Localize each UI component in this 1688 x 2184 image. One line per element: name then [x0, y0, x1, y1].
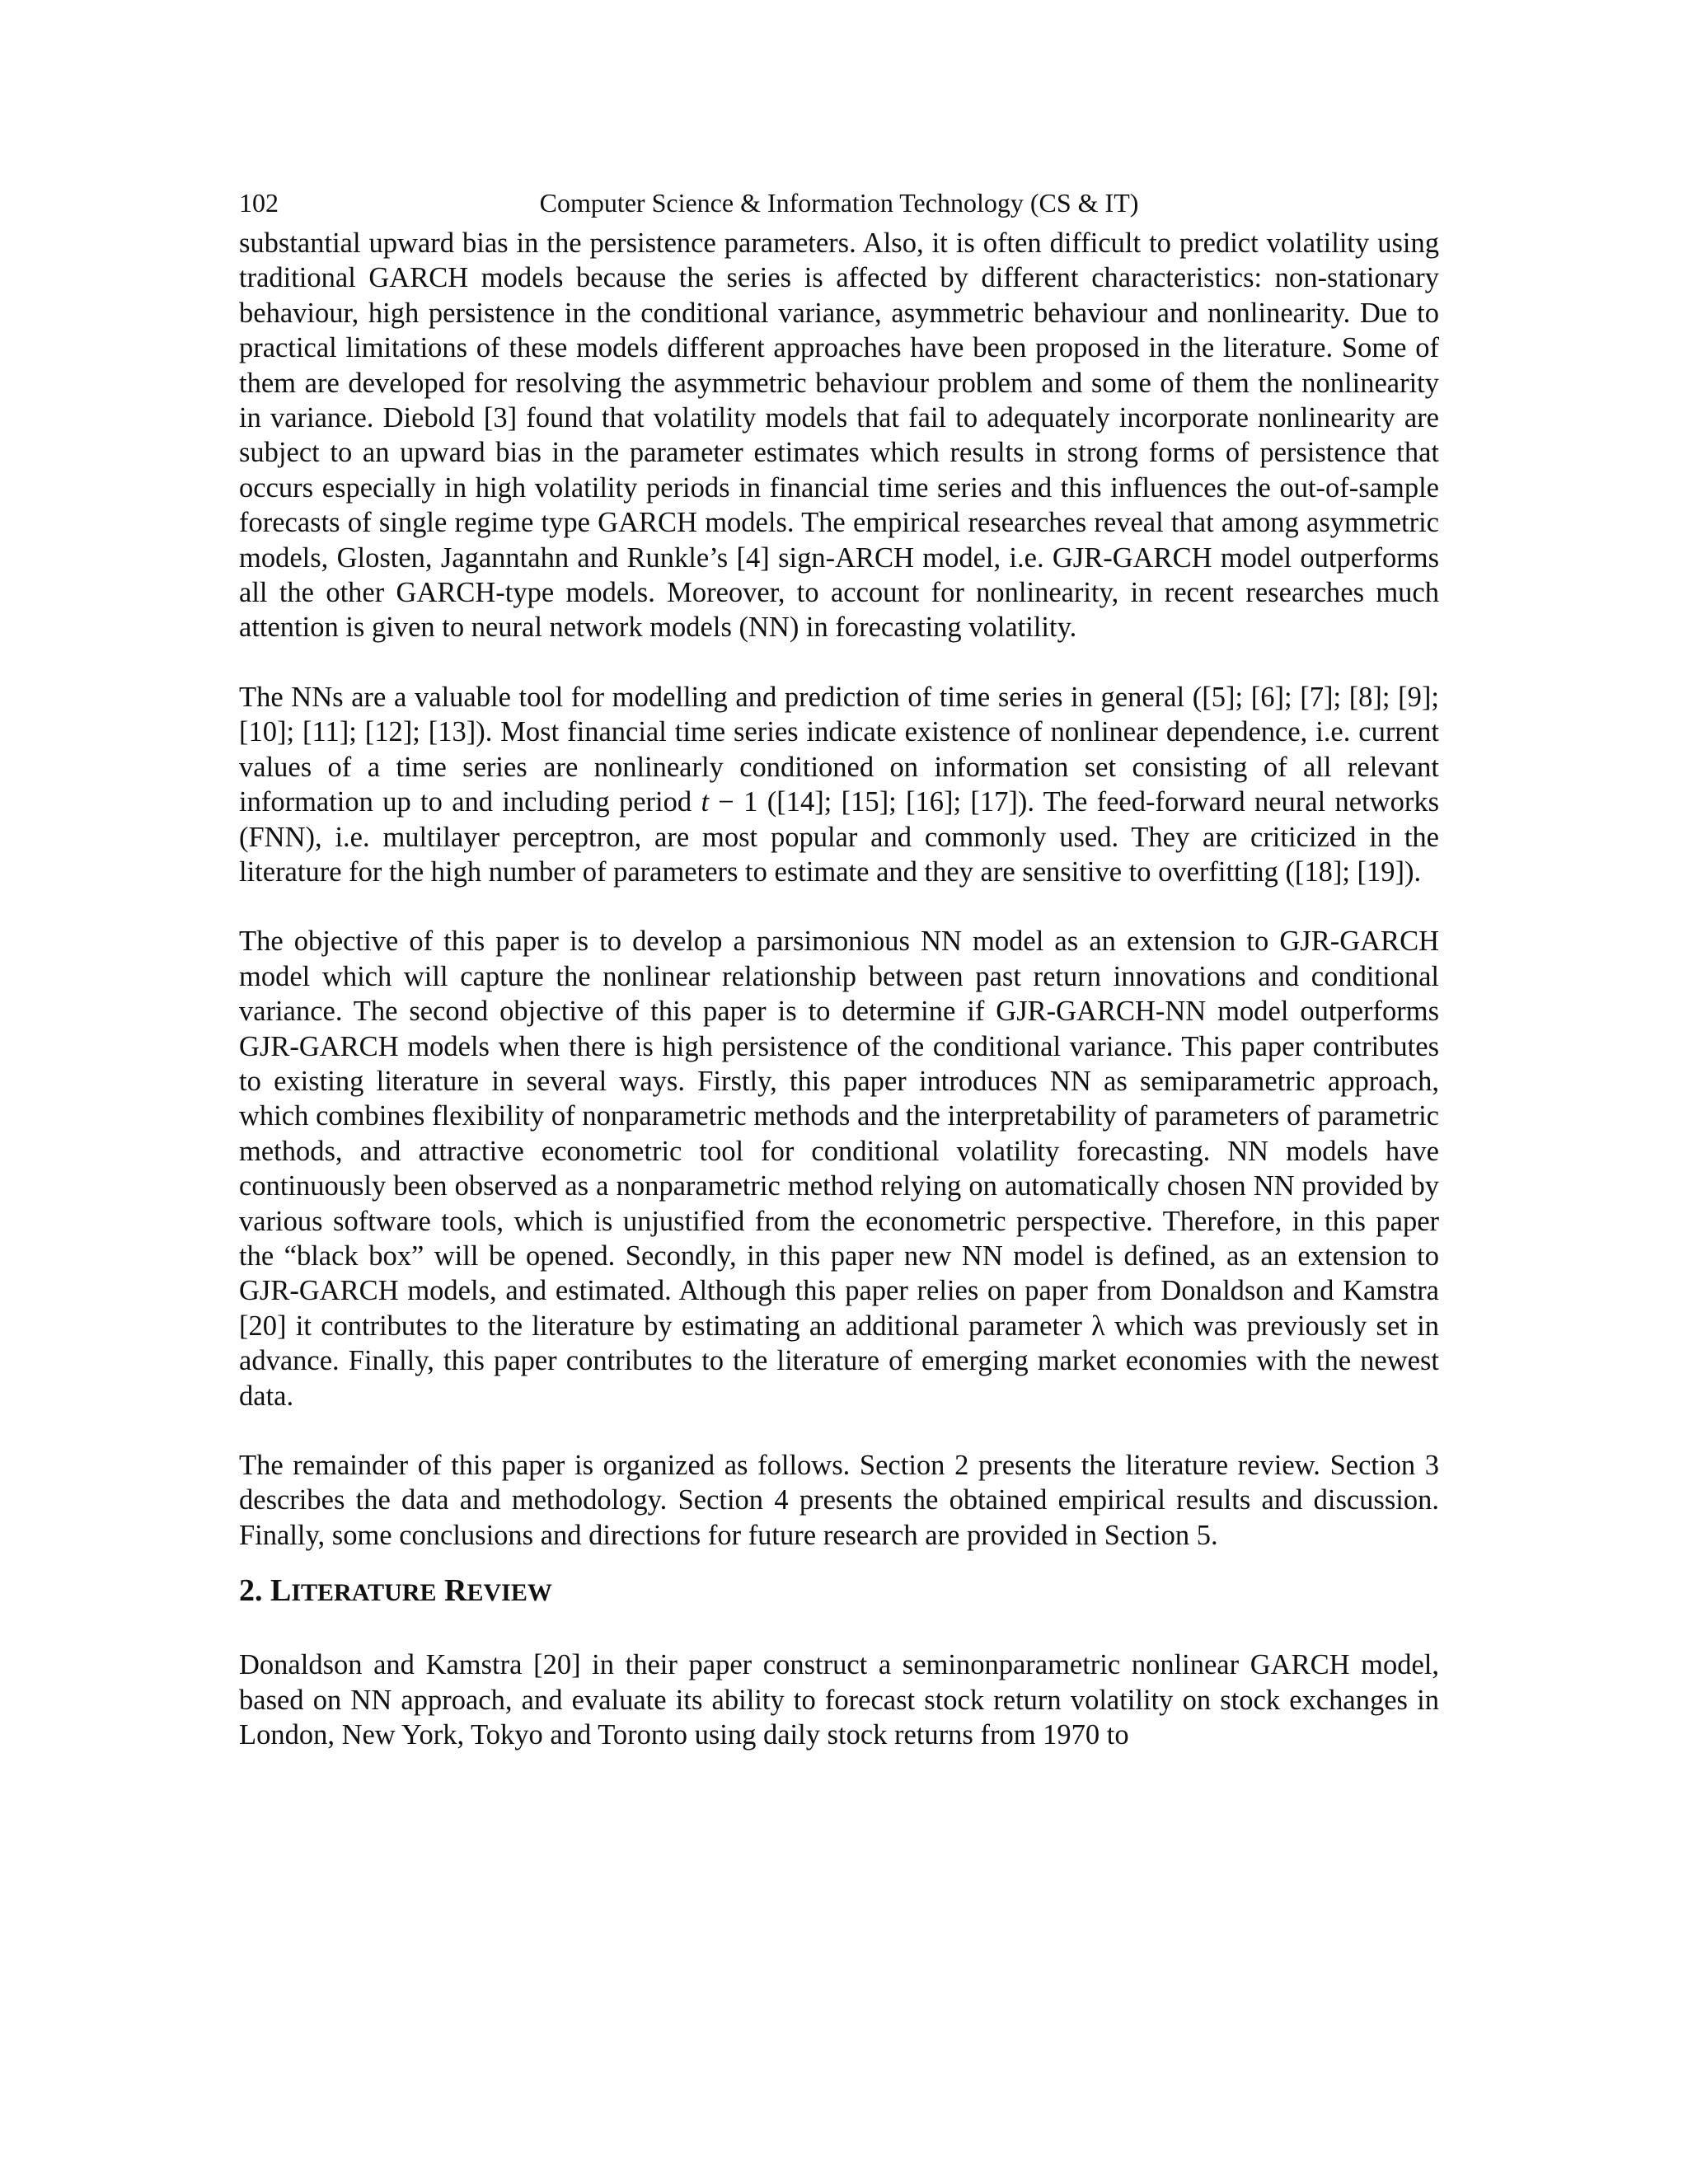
page-number: 102: [239, 188, 279, 218]
paragraph-volatility-models: substantial upward bias in the persistence parameters. Also, it is often difficult to predict volatility using traditional GARCH models because the series is affected by different characteristics: non-stationary behaviour, high persistence in the conditional variance, asymmetric behaviour and nonlinearity. Due to practical limitations of these models different approaches have been proposed in the literature. Some of them are developed for resolving the asymmetric behaviour problem and some of them the nonlinearity in variance. Diebold [3] found that volatility models that fail to adequately incorporate nonlinearity are subject to an upward bias in the parameter estimates which results in strong forms of persistence that occurs especially in high volatility periods in financial time series and this influences the out-of-sample forecasts of single regime type GARCH models. The empirical researches reveal that among asymmetric models, Glosten, Jaganntahn and Runkle’s [4] sign-ARCH model, i.e. GJR-GARCH model outperforms all the other GARCH-type models. Moreover, to account for nonlinearity, in recent researches much attention is given to neural network models (NN) in forecasting volatility.: [239, 227, 1439, 644]
heading-smallcaps: ITERATURE: [291, 1579, 437, 1607]
heading-space: [437, 1573, 445, 1608]
page-body: [239, 180, 1439, 1752]
section-heading-literature-review: [239, 1572, 1439, 1611]
running-header: [239, 180, 1439, 226]
journal-title: Computer Science & Information Technology (CS & IT): [539, 188, 1139, 218]
heading-initial: L: [270, 1573, 292, 1609]
paragraph-neural-networks: [239, 680, 1439, 889]
paragraph-objective: The objective of this paper is to develop a parsimonious NN model as an extension to GJR-GARCH model which will capture the nonlinear relationship between past return innovations and conditional variance. The second objective of this paper is to determine if GJR-GARCH-NN model outperforms GJR-GARCH models when there is high persistence of the conditional variance. This paper contributes to existing literature in several ways. Firstly, this paper introduces NN as semiparametric approach, which combines flexibility of nonparametric methods and the interpretability of parameters of parametric methods, and attractive econometric tool for conditional volatility forecasting. NN models have continuously been observed as a nonparametric method relying on automatically chosen NN provided by various software tools, which is unjustified from the econometric perspective. Therefore, in this paper the “black box” will be opened. Secondly, in this paper new NN model is defined, as an extension to GJR-GARCH models, and estimated. Although this paper relies on paper from Donaldson and Kamstra [20] it contributes to the literature by estimating an additional parameter λ which was previously set in advance. Finally, this paper contributes to the literature of emerging market economies with the newest data.: [239, 926, 1439, 1412]
paragraph-text: The NNs are a valuable tool for modelling and prediction of time series in general ([5]; [6]; [7]; [8]; [9]; [10]; [11]; [12]; [13]). Most financial time series indicate existence of nonlinear dependence, i.e. current values of a time series are nonlinearly conditioned on information set consisting of all relevant information up to and including period: [239, 681, 1439, 818]
paragraph-gap: [239, 645, 1439, 680]
section-number: 2.: [239, 1573, 270, 1609]
paragraph-gap: [239, 1413, 1439, 1448]
time-variable: t: [701, 786, 710, 818]
paragraph-text: − 1 ([14]; [15]; [16]; [17]). The feed-forward neural networks (FNN), i.e. multilayer perceptron, are most popular and commonly used. They are criticized in the literature for the high number of parameters to estimate and they are sensitive to overfitting ([18]; [19]).: [239, 786, 1439, 888]
heading-initial: R: [444, 1573, 467, 1609]
heading-smallcaps: EVIEW: [467, 1579, 552, 1607]
paragraph-donaldson-kamstra: Donaldson and Kamstra [20] in their paper construct a seminonparametric nonlinear GARCH model, based on NN approach, and evaluate its ability to forecast stock return volatility on stock exchanges in London, New York, Tokyo and Toronto using daily stock returns from 1970 to: [239, 1649, 1439, 1751]
paragraph-gap: [239, 889, 1439, 924]
paragraph-organization: The remainder of this paper is organized as follows. Section 2 presents the literature review. Section 3 describes the data and methodology. Section 4 presents the obtained empirical results and discussion. Finally, some conclusions and directions for future research are provided in Section 5.: [239, 1450, 1439, 1551]
